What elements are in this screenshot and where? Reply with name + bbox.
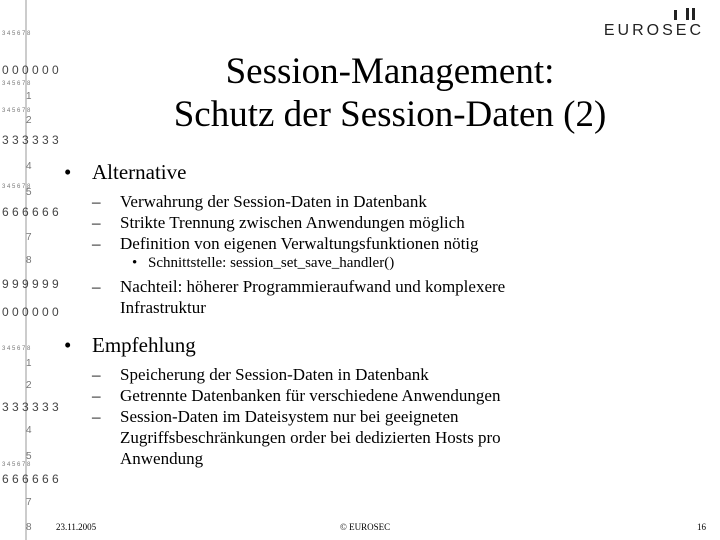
- sub-bullet: [64, 364, 704, 385]
- svg-text:3 3 3 3 3 3: 3 3 3 3 3 3: [2, 133, 59, 147]
- svg-text:6 6 6 6 6 6: 6 6 6 6 6 6: [2, 472, 59, 486]
- svg-text:3 4 5 6 7 8: 3 4 5 6 7 8: [2, 184, 31, 190]
- dash-icon: –: [92, 407, 101, 426]
- sub-bullet-text: Nachteil: höherer Programmieraufwand und komplexere Infrastruktur: [120, 277, 506, 317]
- svg-text:1: 1: [26, 358, 32, 369]
- slide-content: [64, 159, 704, 469]
- bullet-alternative: [64, 159, 704, 185]
- svg-text:2: 2: [26, 380, 32, 391]
- svg-text:4: 4: [26, 425, 32, 436]
- decorative-number-strip: [0, 0, 59, 540]
- sub-bullet-text: Speicherung der Session-Daten in Datenbank: [120, 365, 429, 384]
- svg-text:0 0 0 0 0 0: 0 0 0 0 0 0: [2, 63, 59, 77]
- sub-sub-bullet-text: Schnittstelle: session_set_save_handler(): [148, 255, 395, 271]
- dash-icon: –: [92, 213, 101, 232]
- eurosec-logo: [594, 8, 704, 40]
- sub-bullet-text: Definition von eigenen Verwaltungsfunktionen nötig: [120, 234, 479, 253]
- logo-text: EUROSEC: [603, 22, 704, 39]
- svg-text:0 0 0 0 0 0: 0 0 0 0 0 0: [2, 305, 59, 319]
- footer-copyright: © EUROSEC: [340, 522, 391, 532]
- logo-bars-icon: [674, 8, 700, 20]
- bullet-dot-icon: •: [64, 333, 72, 357]
- slide-title: [60, 50, 720, 136]
- svg-text:3 4 5 6 7 8: 3 4 5 6 7 8: [2, 108, 31, 114]
- sub-bullet-text: Session-Daten im Dateisystem nur bei geeigneten Zugriffsbeschränkungen order bei dedizierten Hosts pro Anwendung: [120, 407, 501, 468]
- svg-text:5: 5: [26, 451, 32, 462]
- sub-bullet: [64, 385, 704, 406]
- svg-text:7: 7: [26, 232, 32, 243]
- svg-text:3 3 3 3 3 3: 3 3 3 3 3 3: [2, 400, 59, 414]
- dash-icon: –: [92, 365, 101, 384]
- svg-text:3 4 5 6 7 8: 3 4 5 6 7 8: [2, 462, 31, 468]
- title-line-1: Session-Management:: [225, 51, 555, 92]
- bullet-text: Empfehlung: [92, 333, 196, 357]
- bullet-dot-icon: •: [64, 160, 72, 184]
- sub-bullet: [64, 191, 704, 212]
- svg-text:2: 2: [26, 115, 32, 126]
- svg-text:1: 1: [26, 91, 32, 102]
- bullet-empfehlung: [64, 332, 704, 358]
- sub-sub-bullet: [64, 254, 704, 273]
- svg-text:8: 8: [26, 255, 32, 266]
- svg-text:5: 5: [26, 187, 32, 198]
- dash-icon: –: [92, 386, 101, 405]
- svg-text:3 4 5 6 7 8: 3 4 5 6 7 8: [2, 81, 31, 87]
- dash-icon: –: [92, 234, 101, 253]
- sub-bullet-text: Strikte Trennung zwischen Anwendungen möglich: [120, 213, 465, 232]
- svg-text:8: 8: [26, 522, 32, 533]
- svg-text:9 9 9 9 9 9: 9 9 9 9 9 9: [2, 277, 59, 291]
- sub-bullet: [64, 276, 704, 318]
- sub-bullet: [64, 212, 704, 233]
- sub-bullet: [64, 233, 704, 254]
- svg-text:3 4 5 6 7 8: 3 4 5 6 7 8: [2, 346, 31, 352]
- sub-bullet: [64, 406, 704, 469]
- footer-page-number: 16: [697, 522, 706, 532]
- title-line-2: Schutz der Session-Daten (2): [173, 94, 607, 135]
- sub-bullet-text: Verwahrung der Session-Daten in Datenbank: [120, 192, 427, 211]
- svg-text:3 4 5 6 7 8: 3 4 5 6 7 8: [2, 31, 31, 37]
- svg-text:6 6 6 6 6 6: 6 6 6 6 6 6: [2, 205, 59, 219]
- svg-text:4: 4: [26, 161, 32, 172]
- sub-bullet-text: Getrennte Datenbanken für verschiedene Anwendungen: [120, 386, 501, 405]
- dash-icon: –: [92, 277, 101, 296]
- dash-icon: –: [92, 192, 101, 211]
- bullet-dot-icon: •: [132, 255, 138, 271]
- footer-date: 23.11.2005: [56, 522, 97, 532]
- bullet-text: Alternative: [92, 160, 187, 184]
- svg-text:7: 7: [26, 497, 32, 508]
